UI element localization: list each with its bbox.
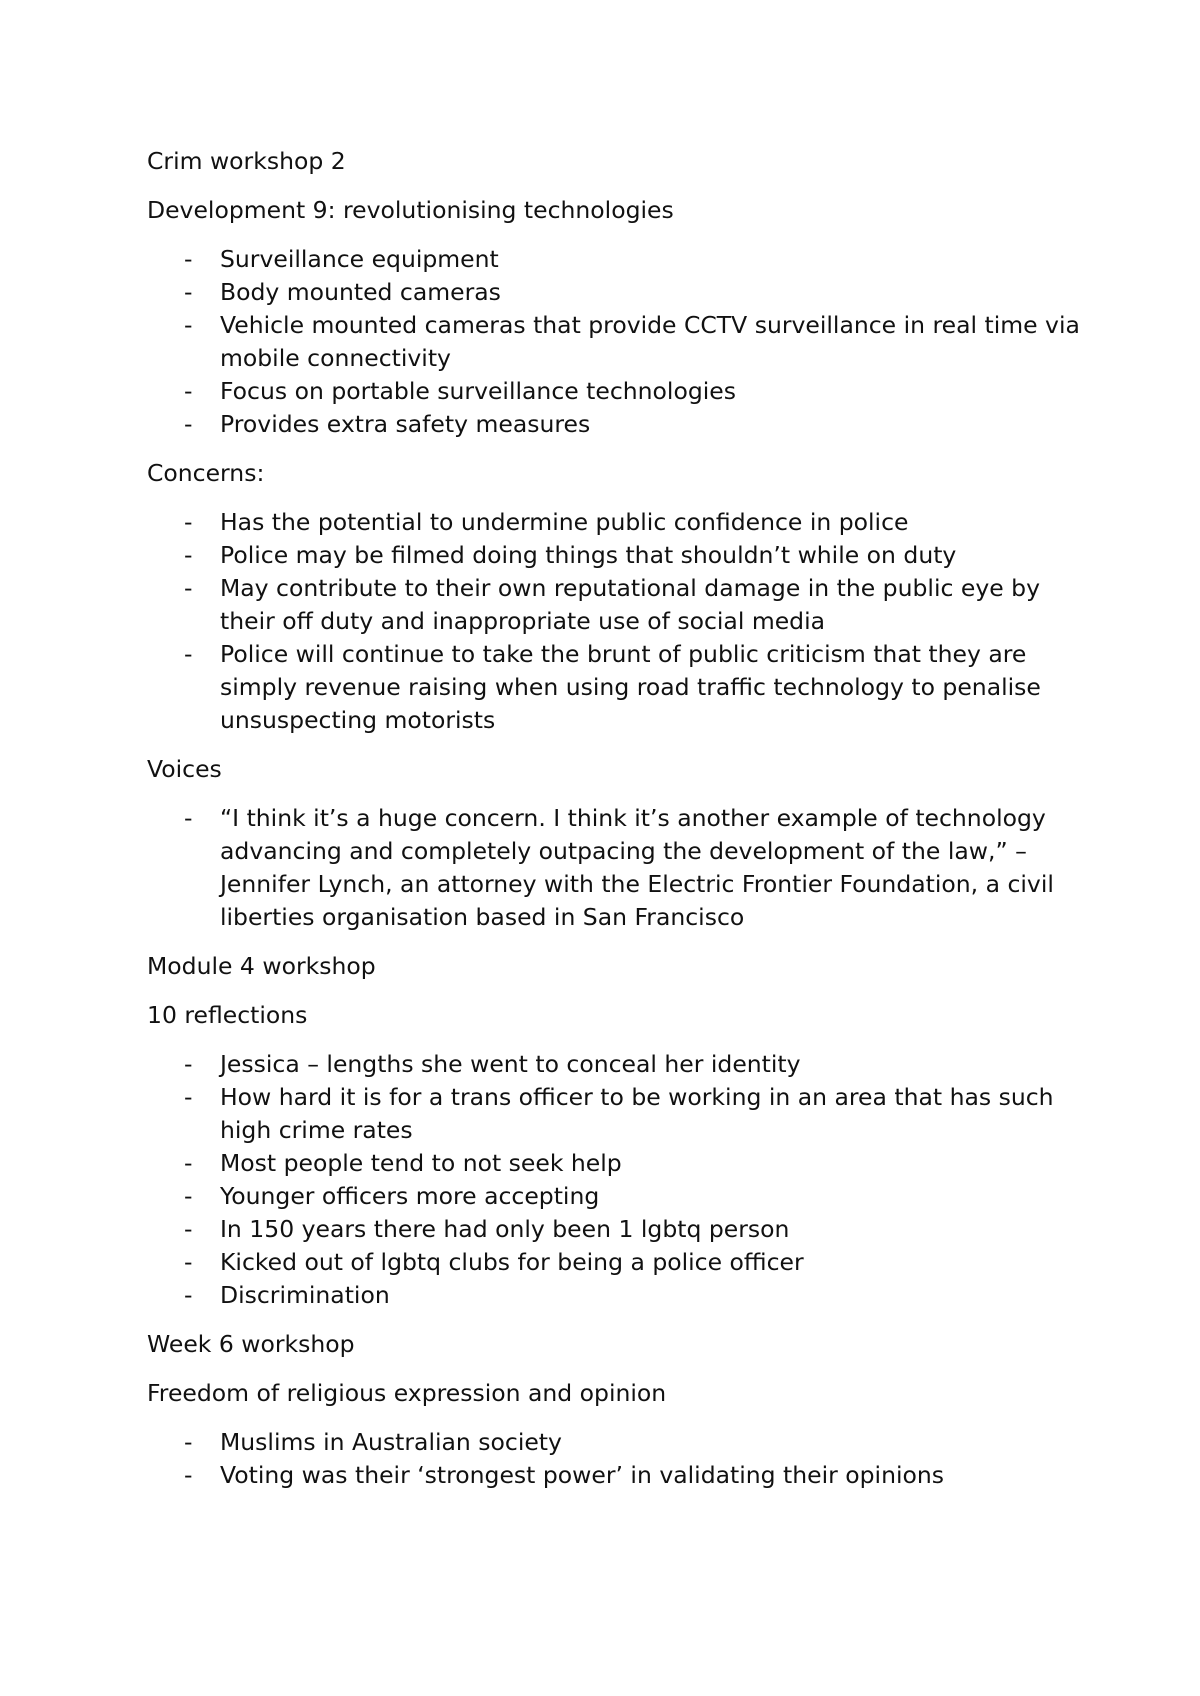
list-item [147, 408, 1087, 441]
list-item [147, 375, 1087, 408]
list-item [147, 1180, 1087, 1213]
list-item-text: In 150 years there had only been 1 lgbtq person [220, 1215, 790, 1243]
bullet-list [147, 243, 1087, 441]
section-heading: Week 6 workshop [147, 1330, 355, 1358]
list-item [147, 276, 1087, 309]
list-item [147, 506, 1087, 539]
list-item-text: Younger officers more accepting [220, 1182, 600, 1210]
list-item [147, 572, 1087, 638]
dash-bullet-icon: - [184, 1215, 193, 1243]
document-body [147, 145, 1087, 1508]
list-item-text: Police may be filmed doing things that shouldn’t while on duty [220, 541, 957, 569]
dash-bullet-icon: - [184, 1428, 193, 1456]
dash-bullet-icon: - [184, 1248, 193, 1276]
document-title: Crim workshop 2 [147, 147, 346, 175]
list-item-text: Discrimination [220, 1281, 390, 1309]
section-heading: Concerns: [147, 459, 265, 487]
bullet-list [147, 1048, 1087, 1312]
list-item [147, 539, 1087, 572]
list-item-text: Surveillance equipment [220, 245, 499, 273]
dash-bullet-icon: - [184, 1149, 193, 1177]
dash-bullet-icon: - [184, 278, 193, 306]
list-item [147, 1081, 1087, 1147]
list-item [147, 802, 1087, 934]
list-item [147, 1213, 1087, 1246]
dash-bullet-icon: - [184, 1182, 193, 1210]
list-item-text: Vehicle mounted cameras that provide CCTV surveillance in real time via mobile connectivity [220, 311, 1080, 372]
list-item-text: How hard it is for a trans officer to be working in an area that has such high crime rates [220, 1083, 1054, 1144]
list-item-text: Voting was their ‘strongest power’ in validating their opinions [220, 1461, 945, 1489]
dash-bullet-icon: - [184, 311, 193, 339]
list-item-text: Body mounted cameras [220, 278, 501, 306]
list-item-text: Focus on portable surveillance technologies [220, 377, 736, 405]
list-item-text: Muslims in Australian society [220, 1428, 562, 1456]
list-item [147, 1459, 1087, 1492]
list-item [147, 309, 1087, 375]
list-item [147, 1279, 1087, 1312]
list-item [147, 1048, 1087, 1081]
section-heading: Freedom of religious expression and opinion [147, 1379, 667, 1407]
list-item-text: Police will continue to take the brunt of public criticism that they are simply revenue raising when using road traffic technology to penalise unsuspecting motorists [220, 640, 1041, 734]
dash-bullet-icon: - [184, 1083, 193, 1111]
dash-bullet-icon: - [184, 1050, 193, 1078]
section-heading: 10 reflections [147, 1001, 308, 1029]
list-item-text: Kicked out of lgbtq clubs for being a police officer [220, 1248, 804, 1276]
list-item [147, 638, 1087, 737]
section-heading: Module 4 workshop [147, 952, 376, 980]
list-item-text: Most people tend to not seek help [220, 1149, 622, 1177]
list-item [147, 1426, 1087, 1459]
dash-bullet-icon: - [184, 508, 193, 536]
list-item [147, 243, 1087, 276]
dash-bullet-icon: - [184, 574, 193, 602]
bullet-list [147, 1426, 1087, 1492]
dash-bullet-icon: - [184, 541, 193, 569]
dash-bullet-icon: - [184, 640, 193, 668]
list-item-text: Jessica – lengths she went to conceal her identity [220, 1050, 801, 1078]
dash-bullet-icon: - [184, 377, 193, 405]
list-item [147, 1147, 1087, 1180]
list-item-text: Provides extra safety measures [220, 410, 591, 438]
dash-bullet-icon: - [184, 245, 193, 273]
dash-bullet-icon: - [184, 410, 193, 438]
list-item-text: Has the potential to undermine public confidence in police [220, 508, 909, 536]
bullet-list [147, 802, 1087, 934]
list-item-text: May contribute to their own reputational damage in the public eye by their off duty and inappropriate use of social media [220, 574, 1040, 635]
list-item-text: “I think it’s a huge concern. I think it’s another example of technology advancing and completely outpacing the development of the law,” – Jennifer Lynch, an attorney with the Electric Frontier Foundation, a civil liberties organisation based in San Francisco [220, 804, 1054, 931]
list-item [147, 1246, 1087, 1279]
dash-bullet-icon: - [184, 1281, 193, 1309]
dash-bullet-icon: - [184, 804, 193, 832]
section-heading: Voices [147, 755, 222, 783]
bullet-list [147, 506, 1087, 737]
dash-bullet-icon: - [184, 1461, 193, 1489]
section-heading: Development 9: revolutionising technologies [147, 196, 674, 224]
